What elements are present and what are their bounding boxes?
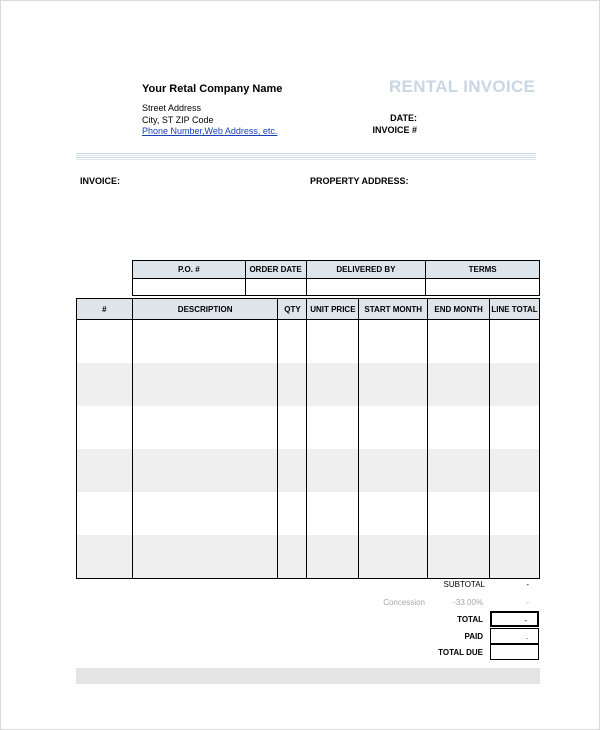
- table-cell[interactable]: [490, 406, 540, 449]
- concession-rate: -33.00%: [453, 598, 483, 607]
- header-divider-line: [76, 159, 536, 160]
- table-cell[interactable]: [490, 363, 540, 406]
- concession-label: Concession: [383, 598, 425, 607]
- property-address-label: PROPERTY ADDRESS:: [310, 176, 409, 186]
- table-cell[interactable]: [359, 363, 428, 406]
- table-row: [77, 492, 540, 535]
- table-cell[interactable]: [132, 492, 278, 535]
- table-cell[interactable]: [132, 406, 278, 449]
- table-cell[interactable]: [490, 535, 540, 579]
- invoice-number-label: INVOICE #: [372, 125, 417, 135]
- item-number-header: #: [77, 299, 133, 320]
- total-label: TOTAL: [457, 615, 483, 624]
- table-cell[interactable]: [307, 535, 359, 579]
- street-address: Street Address: [142, 103, 202, 113]
- table-row: [77, 535, 540, 579]
- order-info-table: [132, 260, 540, 296]
- table-cell[interactable]: [307, 406, 359, 449]
- po-number-cell[interactable]: [133, 279, 246, 296]
- city-state-zip: City, ST ZIP Code: [142, 115, 214, 125]
- unit-price-header: UNIT PRICE: [307, 299, 359, 320]
- table-cell[interactable]: [77, 406, 133, 449]
- table-cell[interactable]: [359, 406, 428, 449]
- table-cell[interactable]: [307, 492, 359, 535]
- paid-label: PAID: [464, 632, 483, 641]
- table-cell[interactable]: [490, 492, 540, 535]
- table-cell[interactable]: [77, 449, 133, 492]
- table-cell[interactable]: [77, 363, 133, 406]
- footer-band: [76, 668, 540, 684]
- total-value[interactable]: -: [490, 611, 539, 627]
- table-cell[interactable]: [490, 320, 540, 364]
- table-cell[interactable]: [132, 449, 278, 492]
- table-cell[interactable]: [428, 535, 490, 579]
- start-month-header: START MONTH: [359, 299, 428, 320]
- paid-value[interactable]: .: [490, 628, 539, 644]
- subtotal-value: -: [526, 580, 529, 589]
- table-row: [77, 449, 540, 492]
- table-cell[interactable]: [359, 449, 428, 492]
- table-row: [77, 363, 540, 406]
- table-cell[interactable]: [307, 320, 359, 364]
- table-cell[interactable]: [77, 492, 133, 535]
- company-name: Your Retal Company Name: [142, 83, 283, 95]
- table-row: [77, 406, 540, 449]
- table-cell[interactable]: [428, 320, 490, 364]
- qty-header: QTY: [278, 299, 307, 320]
- table-cell[interactable]: [278, 406, 307, 449]
- date-label: DATE:: [390, 113, 417, 123]
- table-cell[interactable]: [359, 320, 428, 364]
- contact-link[interactable]: Phone Number,Web Address, etc.: [142, 126, 278, 136]
- table-cell[interactable]: [278, 320, 307, 364]
- description-header: DESCRIPTION: [132, 299, 278, 320]
- table-cell[interactable]: [490, 449, 540, 492]
- delivered-by-cell[interactable]: [306, 279, 426, 296]
- header-divider-line: [76, 157, 536, 158]
- table-cell[interactable]: [132, 363, 278, 406]
- total-due-label: TOTAL DUE: [438, 648, 483, 657]
- table-cell[interactable]: [132, 320, 278, 364]
- table-cell[interactable]: [428, 406, 490, 449]
- terms-header: TERMS: [426, 261, 540, 279]
- total-due-value[interactable]: [490, 644, 539, 660]
- po-number-header: P.O. #: [133, 261, 246, 279]
- table-cell[interactable]: [77, 320, 133, 364]
- concession-value: -: [526, 598, 529, 607]
- bill-to-label: INVOICE:: [80, 176, 121, 186]
- line-items-table: [76, 298, 540, 579]
- end-month-header: END MONTH: [428, 299, 490, 320]
- table-cell[interactable]: [428, 449, 490, 492]
- table-cell[interactable]: [77, 535, 133, 579]
- table-cell[interactable]: [278, 535, 307, 579]
- terms-cell[interactable]: [426, 279, 540, 296]
- header-divider-line: [76, 153, 536, 154]
- table-cell[interactable]: [307, 449, 359, 492]
- table-cell[interactable]: [278, 492, 307, 535]
- header-divider-line: [76, 155, 536, 156]
- invoice-title: RENTAL INVOICE: [389, 77, 536, 96]
- table-cell[interactable]: [307, 363, 359, 406]
- table-cell[interactable]: [428, 363, 490, 406]
- order-date-cell[interactable]: [245, 279, 306, 296]
- table-cell[interactable]: [359, 492, 428, 535]
- table-cell[interactable]: [132, 535, 278, 579]
- line-total-header: LINE TOTAL: [490, 299, 540, 320]
- delivered-by-header: DELIVERED BY: [306, 261, 426, 279]
- table-cell[interactable]: [278, 449, 307, 492]
- table-cell[interactable]: [359, 535, 428, 579]
- table-row: [77, 320, 540, 364]
- table-cell[interactable]: [278, 363, 307, 406]
- table-cell[interactable]: [428, 492, 490, 535]
- subtotal-label: SUBTOTAL: [443, 580, 485, 589]
- order-date-header: ORDER DATE: [245, 261, 306, 279]
